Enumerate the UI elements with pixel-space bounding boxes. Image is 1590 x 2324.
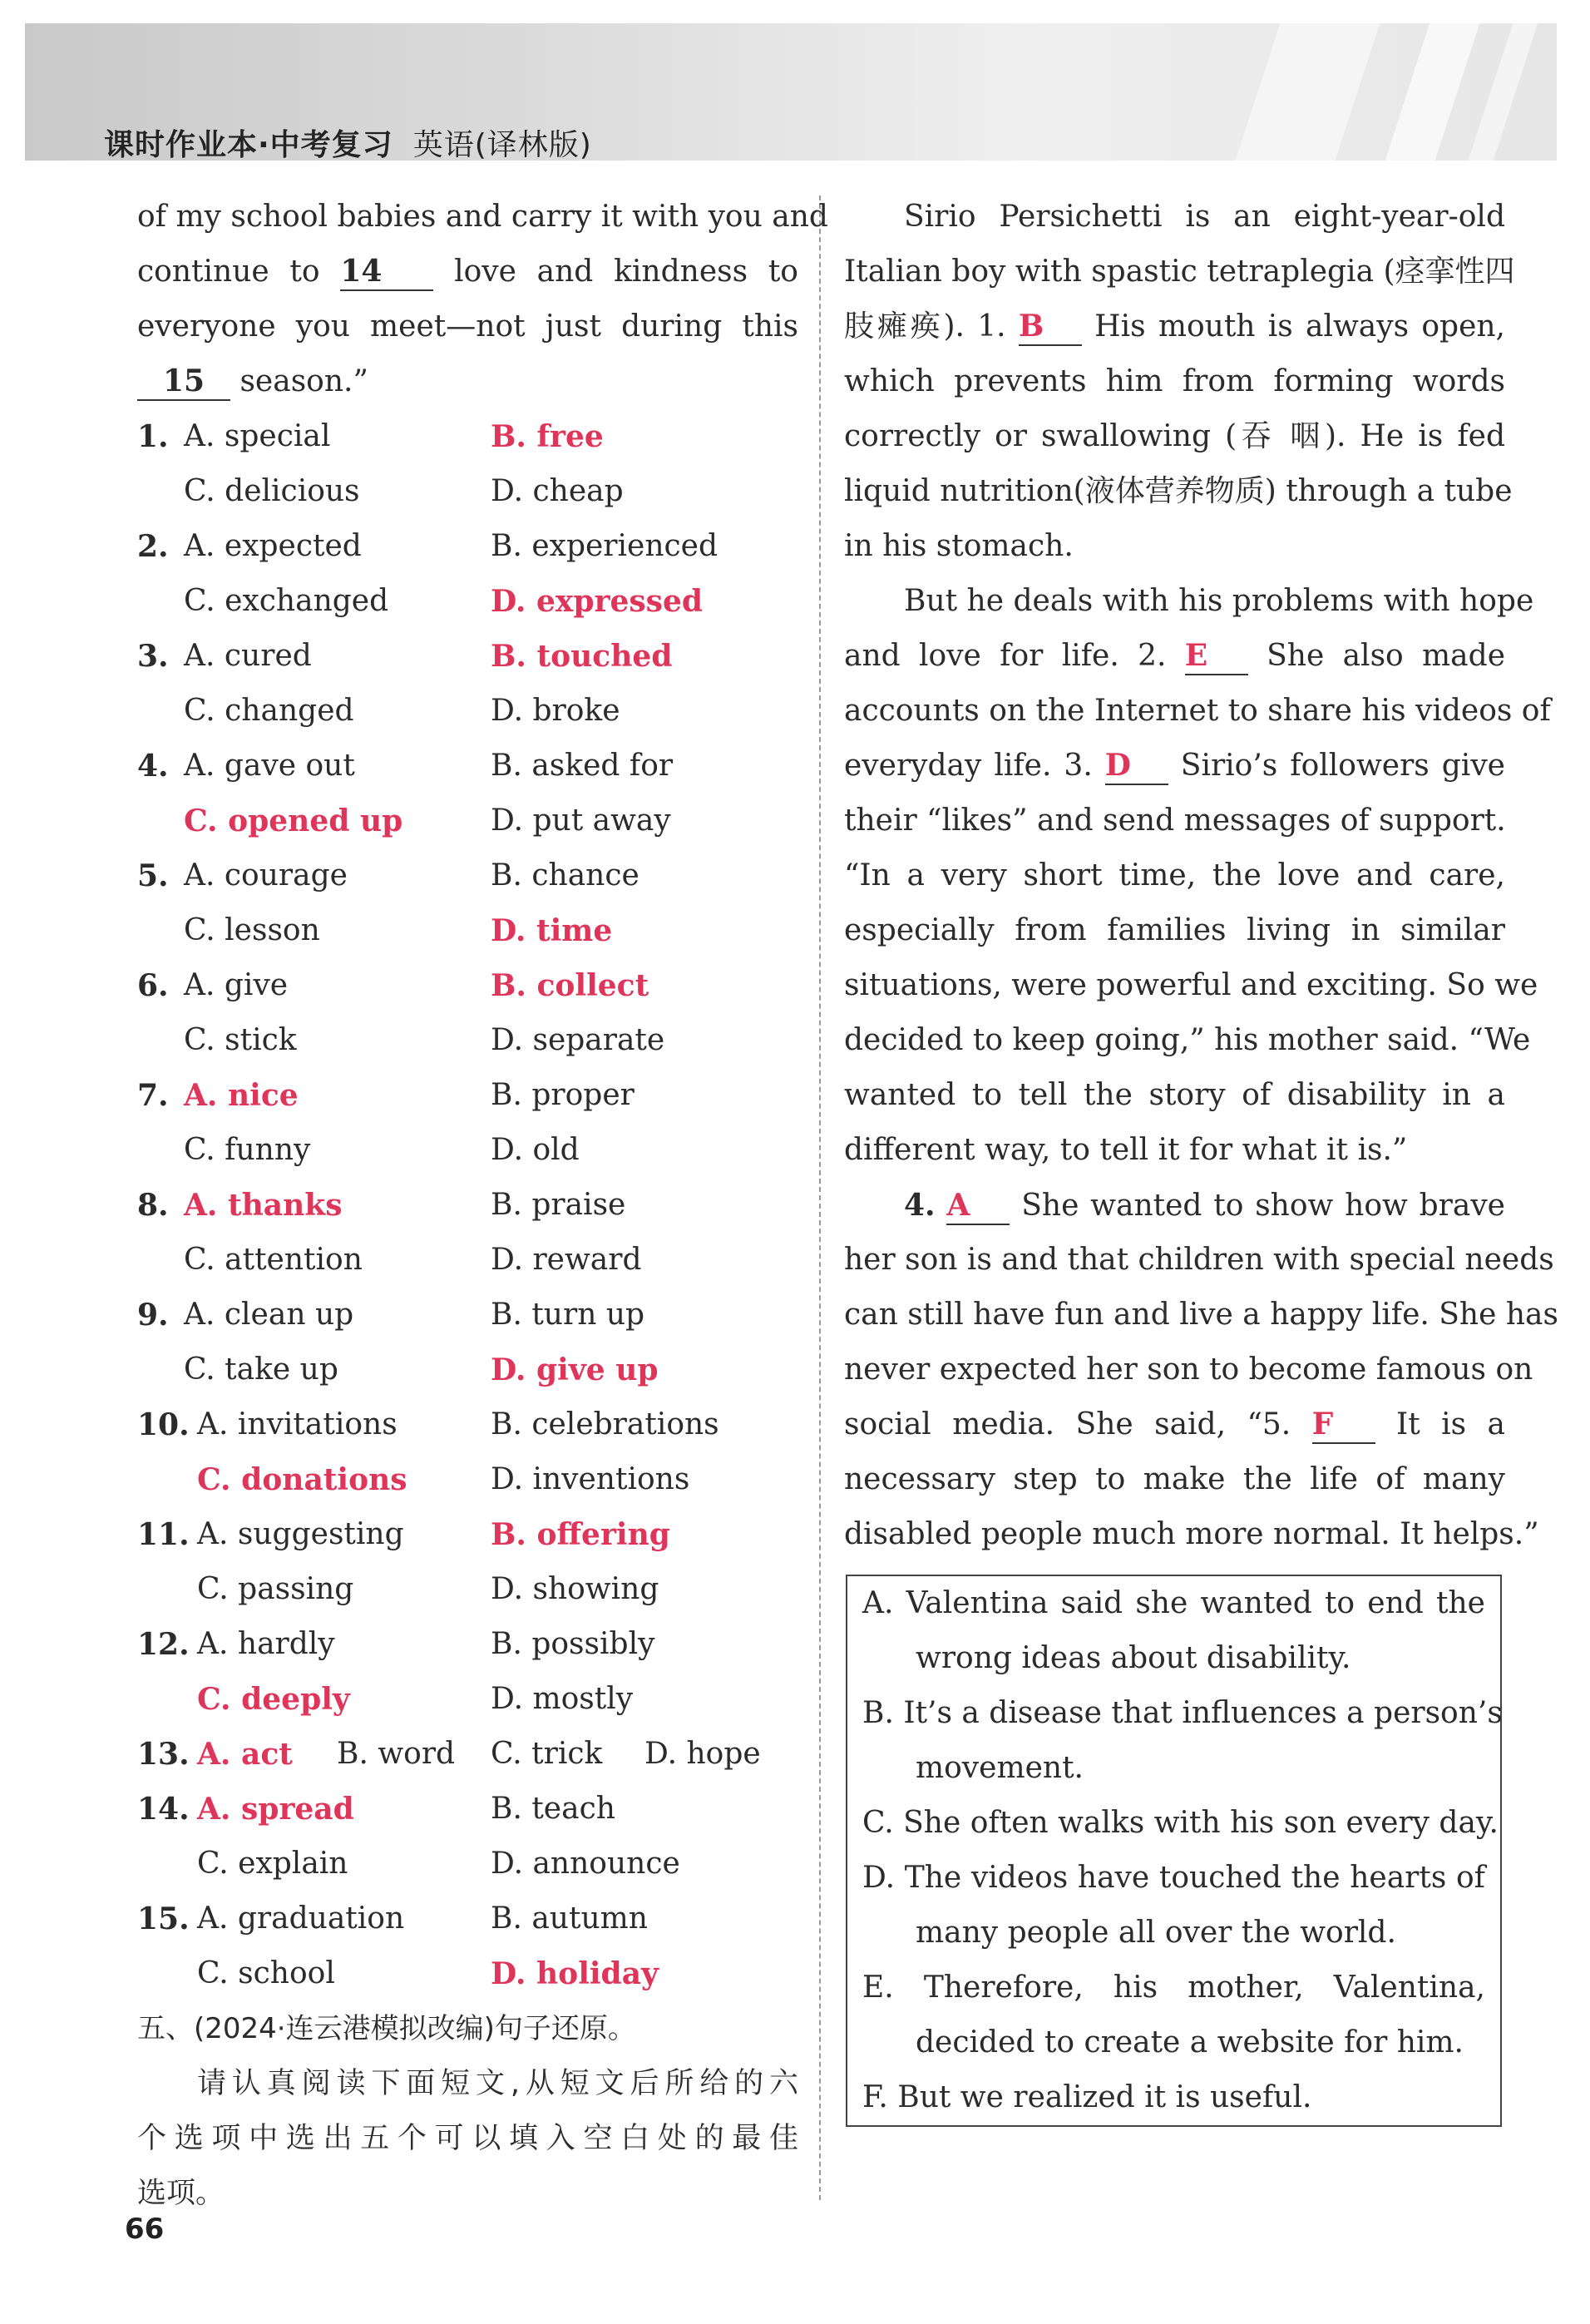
option-c: C. explain <box>197 1847 348 1881</box>
section-5-instructions: 请认真阅读下面短文,从短文后所给的六 <box>197 2067 798 2100</box>
option-a: A. cured <box>184 639 312 673</box>
passage-line: in his stomach. <box>844 529 1074 563</box>
question-number: 15. <box>137 1901 190 1936</box>
question-list <box>137 409 798 1727</box>
blank-4-answer: A <box>946 1187 1010 1225</box>
passage-line: especially from families living in similar <box>844 913 1505 947</box>
passage-line <box>844 1178 1505 1233</box>
question-15 <box>137 1891 798 1946</box>
question-number: 5. <box>137 858 169 893</box>
book-title-edition: 英语(译林版) <box>412 128 592 161</box>
option-a: A. graduation <box>197 1901 405 1936</box>
passage-line: correctly or swallowing (吞 咽). He is fed <box>844 419 1505 453</box>
option-b: B. teach <box>491 1792 615 1826</box>
passage-line: But he deals with his problems with hope <box>904 584 1534 618</box>
question-6-row2 <box>137 1013 798 1068</box>
question-number: 7. <box>137 1078 169 1113</box>
option-e-text: E. Therefore, his mother, Valentina, <box>862 1970 1485 2005</box>
option-d: D. mostly <box>491 1682 634 1716</box>
passage-text: Sirio’s followers give <box>1180 749 1505 783</box>
option-c: C. stick <box>184 1023 297 1057</box>
option-a-correct: A. thanks <box>184 1188 343 1223</box>
passage-line <box>844 1397 1505 1452</box>
passage-line: different way, to tell it for what it is.” <box>844 1133 1408 1167</box>
option-c: C. take up <box>184 1352 338 1387</box>
passage-line: liquid nutrition(液体营养物质) through a tube <box>844 474 1513 508</box>
passage-text: and love for life. 2. <box>844 639 1167 673</box>
option-c-correct: C. deeply <box>197 1682 350 1717</box>
option-d-text: many people all over the world. <box>916 1916 1396 1950</box>
right-column <box>844 190 1558 1562</box>
option-b: B. experienced <box>491 529 718 563</box>
question-2-row2 <box>137 574 798 629</box>
question-5-row2 <box>137 903 798 958</box>
question-number: 1. <box>137 419 169 454</box>
passage-line: disabled people much more normal. It helps.” <box>844 1517 1539 1551</box>
option-d: D. reward <box>491 1243 642 1277</box>
option-b: B. word <box>337 1737 456 1771</box>
passage-text: continue to <box>137 255 320 289</box>
passage-text: 4. <box>904 1188 936 1223</box>
passage-line: wanted to tell the story of disability in a <box>844 1078 1505 1112</box>
passage-line: her son is and that children with special needs <box>844 1243 1554 1277</box>
passage-line: Italian boy with spastic tetraplegia (痉挛性四 <box>844 255 1515 289</box>
option-a-correct: A. act <box>197 1737 293 1772</box>
option-f-text: F. But we realized it is useful. <box>862 2080 1312 2114</box>
option-c-correct: C. opened up <box>184 804 403 838</box>
passage-text: She wanted to show how brave <box>1021 1189 1505 1223</box>
option-d-text: D. The videos have touched the hearts of <box>862 1861 1485 1895</box>
options-box <box>846 1575 1502 2127</box>
question-number: 8. <box>137 1188 169 1223</box>
passage-line: which prevents him from forming words <box>844 364 1505 398</box>
option-a: A. suggesting <box>197 1517 404 1551</box>
option-a-text: wrong ideas about disability. <box>916 1641 1351 1675</box>
question-2 <box>137 519 798 574</box>
passage-line <box>844 629 1505 684</box>
passage-text: social media. She said, “5. <box>844 1407 1291 1441</box>
section-5-title: 五、(2024·连云港模拟改编)句子还原。 <box>137 2012 636 2045</box>
question-number: 13. <box>137 1737 190 1772</box>
question-number: 6. <box>137 968 169 1003</box>
book-title <box>104 121 592 161</box>
question-number: 14. <box>137 1792 190 1827</box>
question-6 <box>137 958 798 1013</box>
question-7 <box>137 1068 798 1123</box>
question-14 <box>137 1782 798 1837</box>
option-a-correct: A. spread <box>197 1792 354 1827</box>
question-11 <box>137 1507 798 1562</box>
option-b: B. autumn <box>491 1901 648 1936</box>
question-number: 3. <box>137 639 169 674</box>
blank-14: 14 <box>340 253 433 291</box>
passage-line <box>844 299 1505 354</box>
option-d: D. old <box>491 1133 580 1167</box>
question-3 <box>137 629 798 684</box>
passage-text: everyday life. 3. <box>844 749 1093 783</box>
option-b-correct: B. collect <box>491 968 649 1003</box>
passage-line <box>844 739 1505 794</box>
option-a: A. special <box>184 419 331 453</box>
option-a: A. expected <box>184 529 362 563</box>
blank-1-answer: B <box>1019 308 1082 346</box>
option-c-text: C. She often walks with his son every day. <box>862 1806 1499 1840</box>
passage-text: love and kindness to <box>454 255 798 289</box>
passage-line: “In a very short time, the love and care, <box>844 858 1505 893</box>
header-decoration <box>1226 23 1385 161</box>
option-c-correct: C. donations <box>197 1462 407 1497</box>
question-number: 9. <box>137 1298 169 1333</box>
page-number: 66 <box>125 2213 165 2246</box>
header-decoration <box>1375 23 1484 161</box>
option-a: A. give <box>184 968 289 1002</box>
passage-line: decided to keep going,” his mother said. “We <box>844 1023 1531 1057</box>
option-a: A. gave out <box>184 749 355 783</box>
option-d: D. put away <box>491 804 671 838</box>
option-b: B. chance <box>491 858 639 893</box>
question-3-row2 <box>137 684 798 739</box>
passage-line: accounts on the Internet to share his videos of <box>844 694 1551 728</box>
question-number: 4. <box>137 749 169 784</box>
left-column <box>137 190 828 2221</box>
passage-text: It is a <box>1396 1407 1506 1441</box>
option-b-text: B. It’s a disease that influences a person’s <box>862 1696 1503 1730</box>
question-13 <box>137 1727 798 1782</box>
question-number: 2. <box>137 529 169 564</box>
option-d: D. announce <box>491 1847 680 1881</box>
option-c: C. lesson <box>184 913 320 947</box>
option-a: A. clean up <box>184 1298 354 1332</box>
question-8-row2 <box>137 1233 798 1288</box>
passage-line: Sirio Persichetti is an eight-year-old <box>904 200 1505 234</box>
question-7-row2 <box>137 1123 798 1178</box>
passage-text: She also made <box>1267 639 1505 673</box>
passage-text: season.” <box>239 364 368 398</box>
question-number: 12. <box>137 1627 190 1662</box>
option-c: C. changed <box>184 694 354 728</box>
option-d: D. cheap <box>491 474 624 508</box>
book-title-main: 课时作业本·中考复习 <box>104 128 393 161</box>
option-a-correct: A. nice <box>184 1078 299 1113</box>
passage-line: everyone you meet—not just during this <box>137 309 798 344</box>
option-b-correct: B. free <box>491 419 604 454</box>
option-c: C. funny <box>184 1133 311 1167</box>
passage-line <box>137 245 798 299</box>
question-12 <box>137 1617 798 1672</box>
option-d-correct: D. holiday <box>491 1956 659 1991</box>
blank-2-answer: E <box>1185 637 1248 675</box>
option-d-correct: D. time <box>491 913 613 948</box>
option-d-correct: D. expressed <box>491 584 704 619</box>
option-d: D. broke <box>491 694 620 728</box>
option-c: C. attention <box>184 1243 363 1277</box>
option-b: B. proper <box>491 1078 635 1112</box>
column-divider <box>819 195 821 2200</box>
blank-15: 15 <box>137 363 230 401</box>
option-b: B. turn up <box>491 1298 645 1332</box>
option-e-text: decided to create a website for him. <box>916 2025 1464 2059</box>
option-d: D. separate <box>491 1023 665 1057</box>
section-5-instructions: 个选项中选出五个可以填入空白处的最佳 <box>137 2122 798 2155</box>
option-d: D. showing <box>491 1572 659 1606</box>
option-c: C. trick <box>491 1737 603 1771</box>
option-b: B. celebrations <box>491 1407 719 1441</box>
question-9-row2 <box>137 1342 798 1397</box>
option-b: B. praise <box>491 1188 626 1222</box>
question-4-row2 <box>137 794 798 848</box>
option-a-text: A. Valentina said she wanted to end the <box>862 1586 1485 1620</box>
option-d: D. inventions <box>491 1462 690 1496</box>
question-5 <box>137 848 798 903</box>
option-a: A. courage <box>184 858 348 893</box>
passage-line <box>137 354 798 409</box>
blank-3-answer: D <box>1105 747 1168 785</box>
passage-text: His mouth is always open, <box>1094 309 1506 344</box>
option-c: C. passing <box>197 1572 354 1606</box>
question-15-row2 <box>137 1946 798 2001</box>
question-10 <box>137 1397 798 1452</box>
option-b-correct: B. offering <box>491 1517 670 1552</box>
question-12-row2 <box>137 1672 798 1727</box>
question-10-row2 <box>137 1452 798 1507</box>
option-c: C. exchanged <box>184 584 389 618</box>
question-4 <box>137 739 798 794</box>
option-d: D. hope <box>644 1737 761 1771</box>
option-d-correct: D. give up <box>491 1352 659 1387</box>
passage-line: their “likes” and send messages of support. <box>844 804 1506 838</box>
blank-5-answer: F <box>1312 1406 1375 1444</box>
question-1 <box>137 409 798 464</box>
option-a: A. invitations <box>197 1407 398 1441</box>
passage-text: 肢瘫痪). 1. <box>844 309 1006 344</box>
question-11-row2 <box>137 1562 798 1617</box>
option-a: A. hardly <box>197 1627 335 1661</box>
passage-line: necessary step to make the life of many <box>844 1462 1505 1496</box>
question-9 <box>137 1288 798 1342</box>
passage-line: never expected her son to become famous on <box>844 1352 1533 1387</box>
passage-line: of my school babies and carry it with you and <box>137 200 828 234</box>
question-number: 10. <box>137 1407 190 1442</box>
question-14-row2 <box>137 1837 798 1891</box>
option-c: C. school <box>197 1956 335 1990</box>
option-b: B. possibly <box>491 1627 655 1661</box>
option-c: C. delicious <box>184 474 360 508</box>
passage-line: situations, were powerful and exciting. So we <box>844 968 1538 1002</box>
question-number: 11. <box>137 1517 190 1552</box>
question-8 <box>137 1178 798 1233</box>
section-5-instructions: 选项。 <box>137 2177 225 2210</box>
page-header <box>25 23 1557 161</box>
option-b: B. asked for <box>491 749 674 783</box>
question-1-row2 <box>137 464 798 519</box>
option-b-text: movement. <box>916 1751 1084 1785</box>
option-b-correct: B. touched <box>491 639 673 674</box>
passage-line: can still have fun and live a happy life. She has <box>844 1298 1558 1332</box>
